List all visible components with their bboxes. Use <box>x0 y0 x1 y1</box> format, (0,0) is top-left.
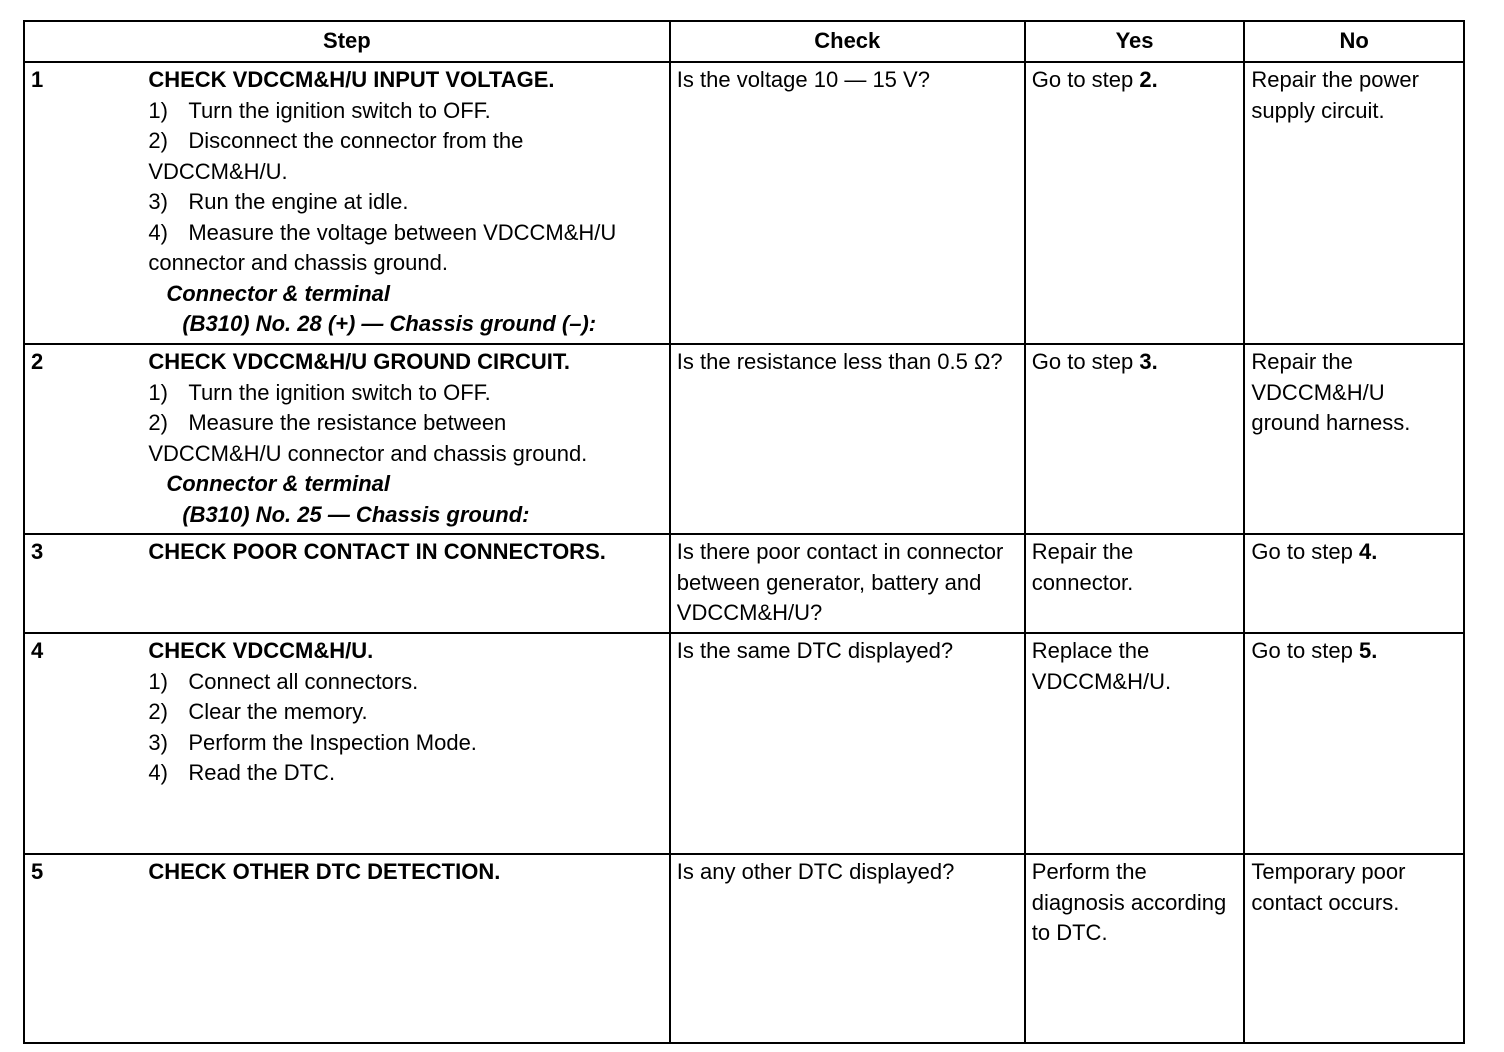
step-title: CHECK VDCCM&H/U INPUT VOLTAGE. <box>148 67 555 92</box>
step-action <box>146 854 669 1043</box>
step-number: 2 <box>24 344 146 534</box>
substep: 2) Measure the resistance between VDCCM&H/U connector and chassis ground. <box>148 410 588 466</box>
substep: 2) Disconnect the connector from the VDCCM&H/U. <box>148 128 524 184</box>
header-yes: Yes <box>1025 21 1245 62</box>
step-action <box>146 344 669 534</box>
step-number: 3 <box>24 534 146 633</box>
header-row <box>24 21 1464 62</box>
substep: 1) Turn the ignition switch to OFF. <box>148 379 491 405</box>
yes-cell: Go to step 2. <box>1025 62 1245 344</box>
step-title: CHECK OTHER DTC DETECTION. <box>148 859 501 884</box>
check-cell: Is the voltage 10 — 15 V? <box>670 62 1025 344</box>
yes-cell: Repair the connector. <box>1025 534 1245 633</box>
connector-label: Connector & terminal <box>166 471 391 496</box>
check-cell: Is there poor contact in connector between generator, battery and VDCCM&H/U? <box>670 534 1025 633</box>
step-number: 5 <box>24 854 146 1043</box>
yes-cell: Go to step 3. <box>1025 344 1245 534</box>
connector-value: (B310) No. 25 — Chassis ground: <box>182 501 530 527</box>
substep: 4) Measure the voltage between VDCCM&H/U connector and chassis ground. <box>148 219 617 275</box>
header-check: Check <box>670 21 1025 62</box>
substep: 3) Perform the Inspection Mode. <box>148 729 477 755</box>
substep: 3) Run the engine at idle. <box>148 189 409 214</box>
table-row <box>24 854 1464 1043</box>
yes-cell: Replace the VDCCM&H/U. <box>1025 633 1245 854</box>
substep: 2) Clear the memory. <box>148 699 368 724</box>
table-row <box>24 534 1464 633</box>
step-title: CHECK POOR CONTACT IN CONNECTORS. <box>148 539 606 564</box>
step-number: 1 <box>24 62 146 344</box>
step-number: 4 <box>24 633 146 854</box>
connector-value: (B310) No. 28 (+) — Chassis ground (–): <box>182 311 597 336</box>
substep: 4) Read the DTC. <box>148 760 336 785</box>
step-title: CHECK VDCCM&H/U. <box>148 638 374 663</box>
substep: 1) Turn the ignition switch to OFF. <box>148 97 491 123</box>
no-cell: Go to step 4. <box>1244 534 1464 633</box>
check-cell: Is the resistance less than 0.5 Ω? <box>670 344 1025 534</box>
header-no: No <box>1244 21 1464 62</box>
yes-cell: Perform the diagnosis according to DTC. <box>1025 854 1245 1043</box>
step-action <box>146 534 669 633</box>
diagnostic-table <box>23 20 1465 1044</box>
no-cell: Go to step 5. <box>1244 633 1464 854</box>
no-cell: Temporary poor contact occurs. <box>1244 854 1464 1043</box>
no-cell: Repair the VDCCM&H/U ground harness. <box>1244 344 1464 534</box>
table-row <box>24 62 1464 344</box>
check-cell: Is the same DTC displayed? <box>670 633 1025 854</box>
connector-label: Connector & terminal <box>166 280 391 306</box>
table-row <box>24 633 1464 854</box>
step-action <box>146 633 669 854</box>
no-cell: Repair the power supply circuit. <box>1244 62 1464 344</box>
step-title: CHECK VDCCM&H/U GROUND CIRCUIT. <box>148 349 570 374</box>
step-action <box>146 62 669 344</box>
substep: 1) Connect all connectors. <box>148 668 419 694</box>
check-cell: Is any other DTC displayed? <box>670 854 1025 1043</box>
table-row <box>24 344 1464 534</box>
header-step: Step <box>24 21 670 62</box>
